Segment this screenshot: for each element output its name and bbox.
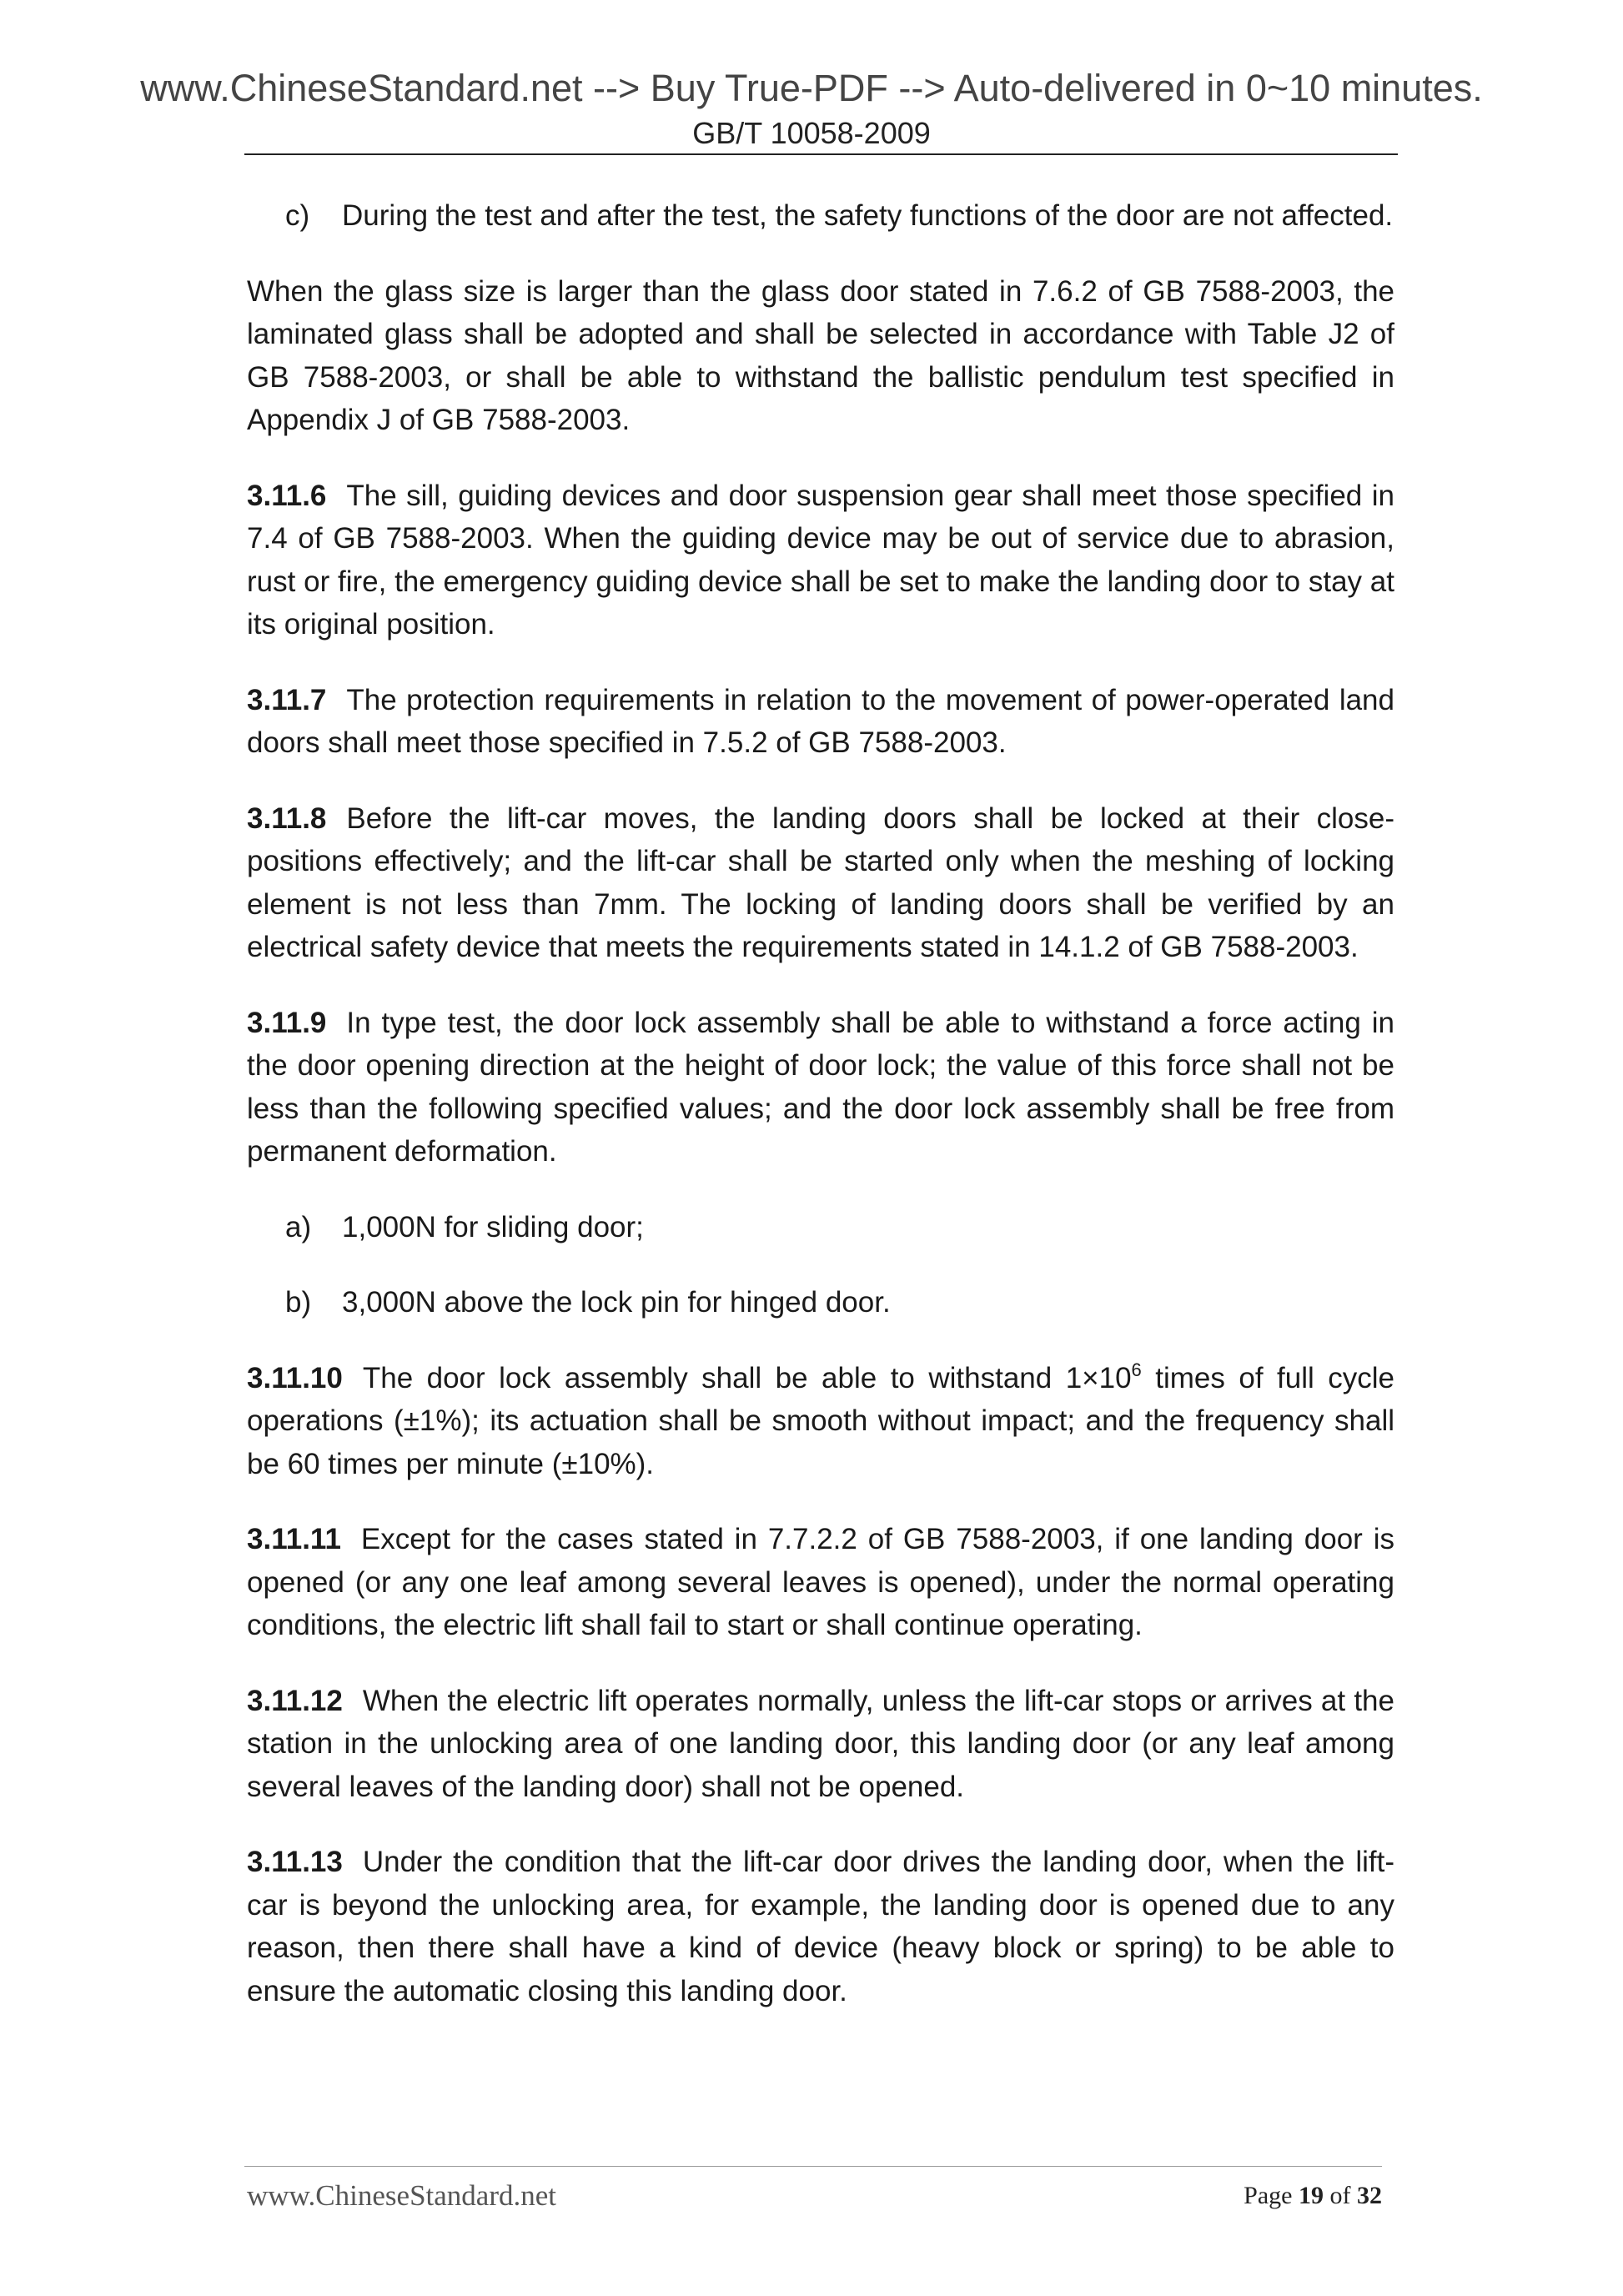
- clause-text: When the electric lift operates normally, unless the lift-car stops or arrives at the station in the unlocking area of one landing door, this landing door (or any leaf among several leaves of the landing door) shall not be opened.: [247, 1684, 1394, 1803]
- list-item-b: [247, 1281, 1394, 1324]
- header-divider: [244, 153, 1398, 155]
- list-item-label: a): [285, 1210, 312, 1243]
- footer-site-link[interactable]: www.ChineseStandard.net: [247, 2179, 556, 2212]
- clause-text: The sill, guiding devices and door suspension gear shall meet those specified in 7.4 of GB 7588-2003. When the guiding device may be out of service due to abrasion, rust or fire, the emergency guiding device shall be set to make the landing door to stay at its original position.: [247, 479, 1394, 641]
- clause-text: The protection requirements in relation to the movement of power-operated land doors shall meet those specified in 7.5.2 of GB 7588-2003.: [247, 683, 1394, 759]
- of-word: of: [1329, 2182, 1351, 2209]
- clause-text: Before the lift-car moves, the landing doors shall be locked at their close-positions effectively; and the lift-car shall be started only when the meshing of locking element is not less than 7mm. The locking of landing doors shall be verified by an electrical safety device that meets the requirements stated in 14.1.2 of GB 7588-2003.: [247, 801, 1394, 963]
- clause-number: 3.11.13: [247, 1846, 343, 1878]
- list-item-a: [247, 1206, 1394, 1249]
- clause-number: 3.11.9: [247, 1006, 327, 1039]
- page-word: Page: [1244, 2182, 1293, 2209]
- clause-3-11-6: [247, 475, 1394, 646]
- superscript-exponent: 6: [1131, 1359, 1142, 1380]
- document-body: [247, 194, 1394, 2045]
- list-item-label: c): [285, 199, 310, 232]
- paragraph-glass: When the glass size is larger than the glass door stated in 7.6.2 of GB 7588-2003, the laminated glass shall be adopted and shall be selected in accordance with Table J2 of GB 7588-2003, or shall be able to withstand the ballistic pendulum test specified in Appendix J of GB 7588-2003.: [247, 274, 1394, 436]
- standard-number: GB/T 10058-2009: [692, 116, 931, 150]
- clause-3-11-11: [247, 1518, 1394, 1647]
- page-total: 32: [1357, 2182, 1382, 2209]
- header-banner: www.ChineseStandard.net --> Buy True-PDF --> Auto-delivered in 0~10 minutes.: [140, 67, 1483, 109]
- footer-divider: [244, 2166, 1382, 2167]
- clause-number: 3.11.6: [247, 479, 327, 512]
- page-number: 19: [1299, 2182, 1324, 2209]
- clause-3-11-9: [247, 1002, 1394, 1173]
- clause-text-continued: times of full cycle operations (±1%); its actuation shall be smooth without impact; and the frequency shall be 60 times per minute (±10%).: [247, 1361, 1394, 1480]
- clause-3-11-10: [247, 1357, 1394, 1486]
- clause-text: The door lock assembly shall be able to withstand 1×10: [362, 1361, 1132, 1394]
- list-item-text: 1,000N for sliding door;: [342, 1210, 644, 1243]
- list-item-c: [247, 194, 1394, 238]
- clause-number: 3.11.10: [247, 1361, 343, 1394]
- list-item-label: b): [285, 1286, 312, 1319]
- clause-3-11-7: [247, 679, 1394, 765]
- clause-number: 3.11.8: [247, 801, 327, 835]
- clause-text: Under the condition that the lift-car door drives the landing door, when the lift-car is beyond the unlocking area, for example, the landing door is opened due to any reason, then there shall have a kind of device (heavy block or spring) to be able to ensure the automatic closing this landing door.: [247, 1846, 1394, 2007]
- clause-3-11-8: [247, 797, 1394, 969]
- list-item-text: During the test and after the test, the safety functions of the door are not affected.: [342, 199, 1394, 232]
- clause-3-11-13: [247, 1841, 1394, 2012]
- clause-3-11-12: [247, 1680, 1394, 1809]
- page-indicator: [1244, 2182, 1382, 2210]
- clause-number: 3.11.11: [247, 1523, 341, 1555]
- clause-number: 3.11.7: [247, 683, 327, 716]
- clause-number: 3.11.12: [247, 1684, 343, 1717]
- list-item-text: 3,000N above the lock pin for hinged door.: [342, 1286, 891, 1319]
- clause-text: Except for the cases stated in 7.7.2.2 of GB 7588-2003, if one landing door is opened (or any one leaf among several leaves is opened), under the normal operating conditions, the electric lift shall fail to start or shall continue operating.: [247, 1523, 1394, 1641]
- clause-text: In type test, the door lock assembly shall be able to withstand a force acting in the door opening direction at the height of door lock; the value of this force shall not be less than the following specified values; and the door lock assembly shall be free from permanent deformation.: [247, 1006, 1394, 1168]
